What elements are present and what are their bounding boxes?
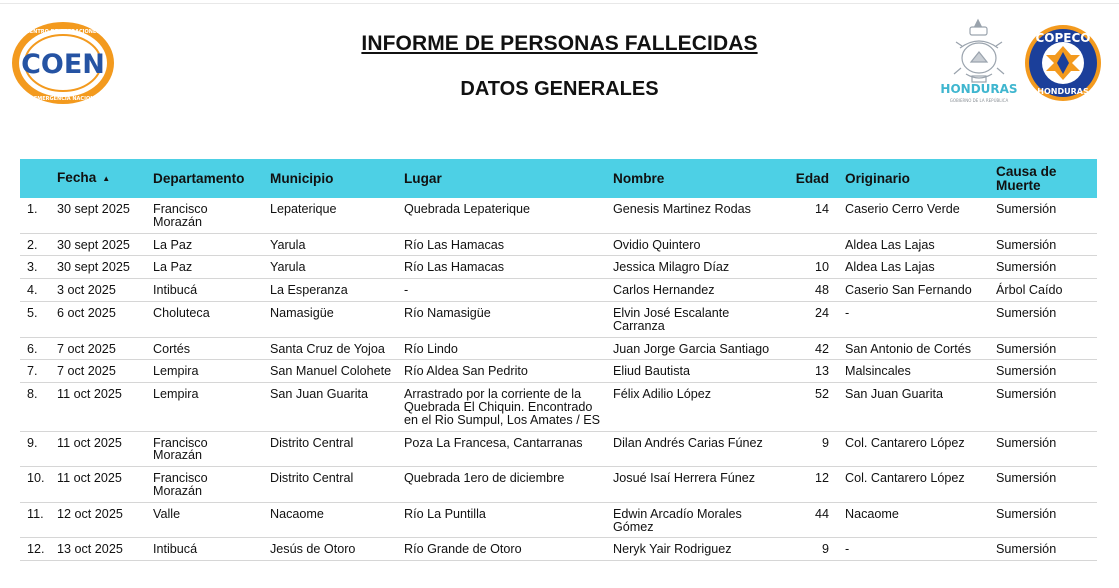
cell-edad: 24 bbox=[786, 301, 839, 337]
page-title: INFORME DE PERSONAS FALLECIDAS bbox=[361, 32, 758, 55]
cell-originario: Aldea Las Lajas bbox=[839, 256, 990, 279]
copeco-logo bbox=[1024, 24, 1102, 102]
cell-fecha: 11 oct 2025 bbox=[51, 431, 147, 467]
cell-fecha: 11 oct 2025 bbox=[51, 467, 147, 503]
sort-ascending-icon[interactable]: ▲ bbox=[102, 173, 111, 183]
cell-departamento: Lempira bbox=[147, 360, 264, 383]
cell-nombre: Félix Adilio López bbox=[607, 383, 786, 431]
row-index: 2. bbox=[20, 233, 51, 256]
cell-lugar: Río La Puntilla bbox=[398, 502, 607, 538]
cell-originario: - bbox=[839, 301, 990, 337]
column-header-lugar[interactable]: Lugar bbox=[404, 170, 442, 186]
cell-municipio: Yarula bbox=[264, 233, 398, 256]
column-header-nombre[interactable]: Nombre bbox=[613, 170, 665, 186]
cell-causa: Sumersión bbox=[990, 360, 1097, 383]
table-row bbox=[20, 301, 1097, 337]
cell-edad: 9 bbox=[786, 538, 839, 561]
cell-lugar: Río Namasigüe bbox=[398, 301, 607, 337]
cell-causa: Sumersión bbox=[990, 502, 1097, 538]
cell-originario: Caserio Cerro Verde bbox=[839, 198, 990, 233]
svg-text:HONDURAS: HONDURAS bbox=[1037, 87, 1089, 96]
cell-nombre: Josué Isaí Herrera Fúnez bbox=[607, 467, 786, 503]
cell-edad: 42 bbox=[786, 337, 839, 360]
cell-fecha: 3 oct 2025 bbox=[51, 279, 147, 302]
cell-fecha: 7 oct 2025 bbox=[51, 337, 147, 360]
row-index: 1. bbox=[20, 198, 51, 233]
cell-municipio: Distrito Central bbox=[264, 467, 398, 503]
cell-municipio: La Esperanza bbox=[264, 279, 398, 302]
cell-originario: San Antonio de Cortés bbox=[839, 337, 990, 360]
cell-municipio: San Manuel Colohete bbox=[264, 360, 398, 383]
cell-nombre: Juan Jorge Garcia Santiago bbox=[607, 337, 786, 360]
row-index: 7. bbox=[20, 360, 51, 383]
column-header-causa[interactable]: Causa de Muerte bbox=[996, 163, 1057, 193]
cell-edad: 44 bbox=[786, 502, 839, 538]
cell-lugar: Río Las Hamacas bbox=[398, 256, 607, 279]
cell-edad: 14 bbox=[786, 198, 839, 233]
cell-causa: Sumersión bbox=[990, 256, 1097, 279]
row-index: 9. bbox=[20, 431, 51, 467]
table-row bbox=[20, 467, 1097, 503]
table-row bbox=[20, 502, 1097, 538]
cell-municipio: Nacaome bbox=[264, 502, 398, 538]
cell-causa: Sumersión bbox=[990, 467, 1097, 503]
svg-text:CENTRO DE OPERACIONES: CENTRO DE OPERACIONES bbox=[26, 29, 100, 35]
row-index: 11. bbox=[20, 502, 51, 538]
cell-lugar: Quebrada Lepaterique bbox=[398, 198, 607, 233]
cell-lugar: Río Las Hamacas bbox=[398, 233, 607, 256]
cell-causa: Sumersión bbox=[990, 538, 1097, 561]
cell-lugar: Quebrada 1ero de diciembre bbox=[398, 467, 607, 503]
top-divider bbox=[0, 3, 1119, 4]
column-header-fecha[interactable]: Fecha ▲ bbox=[57, 169, 111, 185]
cell-lugar: Poza La Francesa, Cantarranas bbox=[398, 431, 607, 467]
cell-causa: Sumersión bbox=[990, 233, 1097, 256]
page-subtitle: DATOS GENERALES bbox=[460, 78, 659, 100]
cell-municipio: Jesús de Otoro bbox=[264, 538, 398, 561]
cell-originario: Nacaome bbox=[839, 502, 990, 538]
table-row bbox=[20, 431, 1097, 467]
cell-nombre: Neryk Yair Rodriguez bbox=[607, 538, 786, 561]
cell-nombre: Genesis Martinez Rodas bbox=[607, 198, 786, 233]
cell-originario: San Juan Guarita bbox=[839, 383, 990, 431]
cell-departamento: Intibucá bbox=[147, 538, 264, 561]
table-header-row bbox=[20, 159, 1097, 198]
cell-municipio: Namasigüe bbox=[264, 301, 398, 337]
cell-departamento: La Paz bbox=[147, 233, 264, 256]
cell-nombre: Elvin José Escalante Carranza bbox=[607, 301, 786, 337]
cell-edad bbox=[786, 233, 839, 256]
cell-departamento: Cortés bbox=[147, 337, 264, 360]
cell-originario: Col. Cantarero López bbox=[839, 467, 990, 503]
copeco-logo-text: COPECO bbox=[1035, 31, 1091, 45]
cell-nombre: Jessica Milagro Díaz bbox=[607, 256, 786, 279]
svg-text:DE EMERGENCIA NACIONAL: DE EMERGENCIA NACIONAL bbox=[24, 96, 102, 102]
cell-departamento: Lempira bbox=[147, 383, 264, 431]
cell-originario: Caserio San Fernando bbox=[839, 279, 990, 302]
cell-causa: Sumersión bbox=[990, 431, 1097, 467]
cell-municipio: Santa Cruz de Yojoa bbox=[264, 337, 398, 360]
column-header-departamento[interactable]: Departamento bbox=[153, 170, 245, 186]
honduras-logo-text: HONDURAS bbox=[940, 82, 1018, 96]
row-index: 6. bbox=[20, 337, 51, 360]
cell-nombre: Dilan Andrés Carias Fúnez bbox=[607, 431, 786, 467]
cell-departamento: Francisco Morazán bbox=[147, 198, 264, 233]
cell-edad: 12 bbox=[786, 467, 839, 503]
cell-fecha: 30 sept 2025 bbox=[51, 198, 147, 233]
table-row bbox=[20, 279, 1097, 302]
table-row bbox=[20, 256, 1097, 279]
column-header-edad[interactable]: Edad bbox=[795, 170, 829, 186]
cell-causa: Sumersión bbox=[990, 337, 1097, 360]
honduras-coat-of-arms-icon bbox=[934, 18, 1024, 106]
deaths-table bbox=[20, 159, 1097, 561]
cell-causa: Sumersión bbox=[990, 383, 1097, 431]
row-index: 12. bbox=[20, 538, 51, 561]
cell-departamento: Choluteca bbox=[147, 301, 264, 337]
cell-departamento: Valle bbox=[147, 502, 264, 538]
column-header-originario[interactable]: Originario bbox=[845, 170, 910, 186]
row-index: 8. bbox=[20, 383, 51, 431]
cell-causa: Árbol Caído bbox=[990, 279, 1097, 302]
cell-causa: Sumersión bbox=[990, 301, 1097, 337]
cell-departamento: Intibucá bbox=[147, 279, 264, 302]
cell-fecha: 13 oct 2025 bbox=[51, 538, 147, 561]
cell-lugar: Río Aldea San Pedrito bbox=[398, 360, 607, 383]
cell-edad: 48 bbox=[786, 279, 839, 302]
coen-logo-text: COEN bbox=[21, 49, 105, 80]
column-header-index bbox=[20, 159, 51, 198]
cell-originario: Aldea Las Lajas bbox=[839, 233, 990, 256]
cell-originario: Col. Cantarero López bbox=[839, 431, 990, 467]
cell-edad: 52 bbox=[786, 383, 839, 431]
cell-fecha: 7 oct 2025 bbox=[51, 360, 147, 383]
table-row bbox=[20, 538, 1097, 561]
cell-municipio: San Juan Guarita bbox=[264, 383, 398, 431]
cell-lugar: Arrastrado por la corriente de la Quebrada El Chiquin. Encontrado en el Rio Sumpul, Los Amates / ES bbox=[398, 383, 607, 431]
table-row bbox=[20, 233, 1097, 256]
table-row bbox=[20, 360, 1097, 383]
table-row bbox=[20, 337, 1097, 360]
cell-nombre: Edwin Arcadío Morales Gómez bbox=[607, 502, 786, 538]
cell-departamento: La Paz bbox=[147, 256, 264, 279]
row-index: 3. bbox=[20, 256, 51, 279]
table-row bbox=[20, 383, 1097, 431]
svg-text:GOBIERNO DE LA REPÚBLICA: GOBIERNO DE LA REPÚBLICA bbox=[949, 98, 1009, 103]
cell-municipio: Yarula bbox=[264, 256, 398, 279]
row-index: 10. bbox=[20, 467, 51, 503]
cell-municipio: Distrito Central bbox=[264, 431, 398, 467]
column-header-municipio[interactable]: Municipio bbox=[270, 170, 334, 186]
cell-edad: 9 bbox=[786, 431, 839, 467]
cell-fecha: 30 sept 2025 bbox=[51, 256, 147, 279]
cell-nombre: Ovidio Quintero bbox=[607, 233, 786, 256]
cell-departamento: Francisco Morazán bbox=[147, 467, 264, 503]
cell-lugar: - bbox=[398, 279, 607, 302]
cell-departamento: Francisco Morazán bbox=[147, 431, 264, 467]
cell-lugar: Río Grande de Otoro bbox=[398, 538, 607, 561]
cell-nombre: Carlos Hernandez bbox=[607, 279, 786, 302]
cell-municipio: Lepaterique bbox=[264, 198, 398, 233]
cell-originario: Malsincales bbox=[839, 360, 990, 383]
row-index: 4. bbox=[20, 279, 51, 302]
cell-edad: 10 bbox=[786, 256, 839, 279]
cell-fecha: 11 oct 2025 bbox=[51, 383, 147, 431]
cell-originario: - bbox=[839, 538, 990, 561]
cell-fecha: 30 sept 2025 bbox=[51, 233, 147, 256]
cell-lugar: Río Lindo bbox=[398, 337, 607, 360]
cell-edad: 13 bbox=[786, 360, 839, 383]
row-index: 5. bbox=[20, 301, 51, 337]
cell-causa: Sumersión bbox=[990, 198, 1097, 233]
cell-nombre: Eliud Bautista bbox=[607, 360, 786, 383]
cell-fecha: 12 oct 2025 bbox=[51, 502, 147, 538]
cell-fecha: 6 oct 2025 bbox=[51, 301, 147, 337]
table-row bbox=[20, 198, 1097, 233]
